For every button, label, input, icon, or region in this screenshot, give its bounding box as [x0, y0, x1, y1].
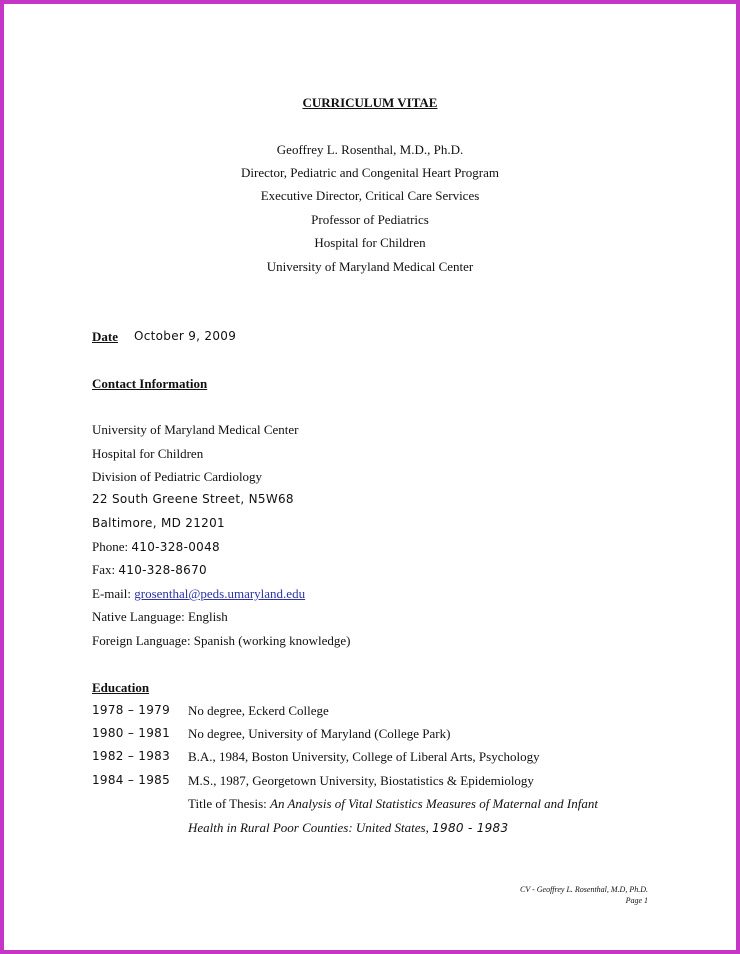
header-institution-1: Hospital for Children — [314, 235, 426, 250]
phone-number: 410-328-0048 — [131, 540, 220, 554]
thesis-years: 1980 - 1983 — [432, 821, 509, 835]
education-detail: No degree, Eckerd College — [188, 703, 329, 718]
contact-street: 22 South Greene Street, N5W68 — [92, 492, 294, 506]
page-footer — [520, 884, 648, 906]
foreign-language: Foreign Language: Spanish (working knowledge) — [92, 633, 351, 648]
header-position-1: Director, Pediatric and Congenital Heart Program — [241, 165, 499, 180]
education-detail: No degree, University of Maryland (College Park) — [188, 726, 451, 741]
fax-label: Fax: — [92, 562, 116, 577]
contact-line-1: University of Maryland Medical Center — [92, 422, 299, 437]
date-value: October 9, 2009 — [134, 329, 237, 343]
thesis-label: Title of Thesis: — [188, 796, 267, 811]
fax-number: 410-328-8670 — [118, 563, 207, 577]
email-link[interactable]: grosenthal@peds.umaryland.edu — [134, 586, 306, 601]
document-title: CURRICULUM VITAE — [302, 95, 438, 110]
education-detail: B.A., 1984, Boston University, College of Liberal Arts, Psychology — [188, 749, 540, 764]
contact-phone — [92, 539, 220, 555]
thesis-title-line-1 — [188, 796, 598, 812]
contact-line-3: Division of Pediatric Cardiology — [92, 469, 263, 484]
education-years: 1980 – 1981 — [92, 726, 171, 740]
date-label: Date — [92, 329, 118, 344]
education-years: 1978 – 1979 — [92, 703, 171, 717]
contact-city: Baltimore, MD 21201 — [92, 516, 225, 530]
native-language: Native Language: English — [92, 609, 228, 624]
contact-line-2: Hospital for Children — [92, 446, 204, 461]
header-name: Geoffrey L. Rosenthal, M.D., Ph.D. — [276, 142, 464, 157]
education-years: 1982 – 1983 — [92, 749, 171, 763]
contact-heading: Contact Information — [92, 376, 208, 391]
phone-label: Phone: — [92, 539, 129, 554]
thesis-title-continued: Health in Rural Poor Counties: United States, — [188, 820, 429, 835]
header-position-2: Executive Director, Critical Care Services — [260, 188, 480, 203]
email-label: E-mail: — [92, 586, 131, 601]
header-institution-2: University of Maryland Medical Center — [266, 259, 474, 274]
thesis-title-line-2 — [188, 820, 508, 836]
footer-page-number: Page 1 — [625, 896, 648, 905]
header-position-3: Professor of Pediatrics — [311, 212, 429, 227]
education-detail: M.S., 1987, Georgetown University, Biostatistics & Epidemiology — [188, 773, 534, 788]
contact-fax — [92, 562, 207, 578]
education-heading: Education — [92, 680, 150, 695]
contact-email — [92, 586, 305, 602]
education-years: 1984 – 1985 — [92, 773, 171, 787]
thesis-title: An Analysis of Vital Statistics Measures of Maternal and Infant — [270, 796, 598, 811]
footer-author: CV - Geoffrey L. Rosenthal, M.D, Ph.D. — [520, 885, 648, 894]
